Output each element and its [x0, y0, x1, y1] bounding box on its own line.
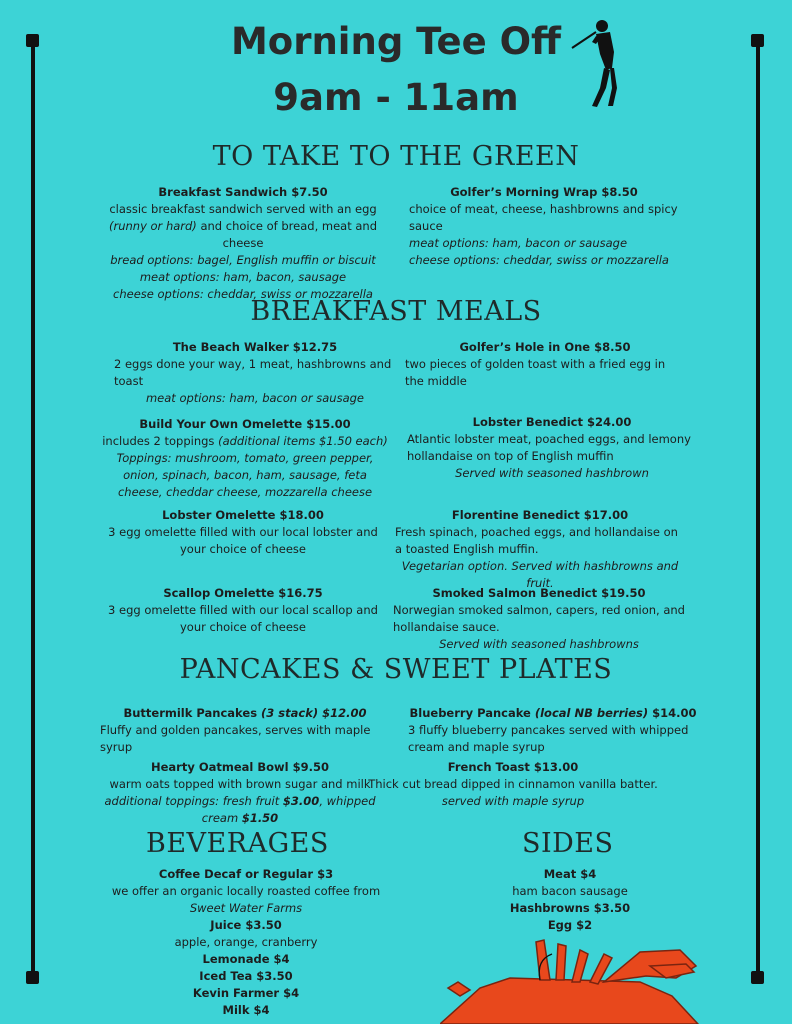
item-title: Lobster Omelette $18.00: [162, 508, 324, 522]
item-title: Hearty Oatmeal Bowl $9.50: [151, 760, 329, 774]
menu-title: Morning Tee Off: [230, 20, 562, 63]
golfer-silhouette-icon: [566, 18, 626, 110]
item-build-omelette: [100, 416, 390, 501]
item-title: Breakfast Sandwich $7.50: [158, 185, 328, 199]
item-option: meat options: ham, bacon, sausage: [139, 270, 347, 284]
beverages-list: [96, 866, 396, 1019]
item-title: Build Your Own Omelette $15.00: [139, 417, 351, 431]
beverage-coffee-source: Sweet Water Farms: [189, 901, 303, 915]
item-title: Buttermilk Pancakes (3 stack) $12.00: [123, 706, 367, 720]
item-desc: includes 2 toppings (additional items $1.50 each): [102, 434, 388, 448]
side-egg: Egg $2: [547, 918, 593, 932]
section-green-heading: TO TAKE TO THE GREEN: [212, 141, 580, 172]
item-title: Lobster Benedict $24.00: [472, 415, 632, 429]
item-option: cheese options: cheddar, swiss or mozzarella: [409, 253, 669, 267]
lobster-icon: [440, 930, 720, 1024]
item-title: The Beach Walker $12.75: [172, 340, 338, 354]
item-title: Florentine Benedict $17.00: [451, 508, 629, 522]
item-title: Scallop Omelette $16.75: [163, 586, 323, 600]
item-desc: choice of meat, cheese, hashbrowns and spicy sauce: [409, 202, 678, 233]
beverage-juice-desc: apple, orange, cranberry: [174, 935, 318, 949]
item-hole-in-one: [405, 339, 685, 390]
beverage-coffee: Coffee Decaf or Regular $3: [158, 867, 334, 881]
item-french-toast: [368, 759, 658, 810]
item-oatmeal-bowl: [92, 759, 388, 827]
item-title: Smoked Salmon Benedict $19.50: [432, 586, 646, 600]
item-option: Served with seasoned hashbrowns: [439, 637, 639, 651]
beverage-juice: Juice $3.50: [210, 918, 282, 932]
left-rail: [31, 38, 35, 980]
item-title: Golfer’s Hole in One $8.50: [459, 340, 631, 354]
left-rail-cap-bottom: [26, 971, 39, 984]
item-morning-wrap: [409, 184, 679, 269]
item-scallop-omelette: [100, 585, 386, 636]
beverage-lemonade: Lemonade $4: [202, 952, 290, 966]
item-option: Toppings: mushroom, tomato, green pepper, onion, spinach, bacon, ham, sausage, feta cheese, cheddar cheese, mozzarella cheese: [116, 451, 374, 499]
item-buttermilk-pancakes: [100, 705, 390, 756]
beverage-coffee-desc: we offer an organic locally roasted coffee from: [111, 884, 381, 898]
beverage-kevin-farmer: Kevin Farmer $4: [192, 986, 300, 1000]
item-option: meat options: ham, bacon or sausage: [145, 391, 365, 405]
section-breakfast-heading: BREAKFAST MEALS: [250, 296, 542, 327]
item-desc: Thick cut bread dipped in cinnamon vanilla batter.: [368, 777, 658, 791]
item-desc: Norwegian smoked salmon, capers, red onion, and hollandaise sauce.: [393, 603, 685, 634]
item-option: additional toppings: fresh fruit $3.00, whipped cream $1.50: [104, 794, 376, 825]
item-desc: 3 fluffy blueberry pancakes served with whipped cream and maple syrup: [408, 723, 689, 754]
item-desc: 3 egg omelette filled with our local scallop and your choice of cheese: [108, 603, 378, 634]
right-rail: [756, 38, 760, 980]
item-desc: 3 egg omelette filled with our local lobster and your choice of cheese: [108, 525, 378, 556]
beverage-milk: Milk $4: [222, 1003, 270, 1017]
side-meat-desc: ham bacon sausage: [512, 884, 628, 898]
item-option: cheese options: cheddar, swiss or mozzarella: [113, 287, 373, 301]
menu-hours: 9am - 11am: [273, 76, 519, 119]
item-breakfast-sandwich: [100, 184, 386, 303]
sides-list: [480, 866, 660, 934]
item-title: French Toast $13.00: [447, 760, 579, 774]
section-sides-heading: SIDES: [522, 828, 614, 859]
item-smoked-salmon-benedict: [393, 585, 685, 653]
side-meat: Meat $4: [543, 867, 597, 881]
item-desc: warm oats topped with brown sugar and milk: [109, 777, 371, 791]
item-option: bread options: bagel, English muffin or biscuit: [110, 253, 376, 267]
item-option: meat options: ham, bacon or sausage: [409, 236, 628, 250]
right-rail-cap-bottom: [751, 971, 764, 984]
item-desc: two pieces of golden toast with a fried egg in the middle: [405, 357, 666, 388]
item-lobster-benedict: [407, 414, 697, 482]
item-florentine-benedict: [395, 507, 685, 592]
section-beverages-heading: BEVERAGES: [146, 828, 329, 859]
item-beach-walker: [114, 339, 396, 407]
item-blueberry-pancake: [408, 705, 698, 756]
item-desc: Fluffy and golden pancakes, serves with maple syrup: [100, 723, 371, 754]
section-pancakes-heading: PANCAKES & SWEET PLATES: [179, 654, 613, 685]
item-desc: classic breakfast sandwich served with an egg (runny or hard) and choice of bread, meat and cheese: [108, 202, 378, 250]
item-lobster-omelette: [100, 507, 386, 558]
side-hashbrowns: Hashbrowns $3.50: [509, 901, 631, 915]
item-desc: 2 eggs done your way, 1 meat, hashbrowns and toast: [114, 357, 392, 388]
beverage-iced-tea: Iced Tea $3.50: [199, 969, 293, 983]
item-option: served with maple syrup: [441, 794, 585, 808]
item-desc: Atlantic lobster meat, poached eggs, and lemony hollandaise on top of English muffin: [407, 432, 691, 463]
item-title: Blueberry Pancake (local NB berries) $14.00: [409, 706, 697, 720]
item-option: Served with seasoned hashbrown: [455, 466, 649, 480]
item-option: Vegetarian option. Served with hashbrowns and fruit.: [401, 559, 679, 590]
item-title: Golfer’s Morning Wrap $8.50: [450, 185, 638, 199]
item-desc: Fresh spinach, poached eggs, and hollandaise on a toasted English muffin.: [395, 525, 678, 556]
